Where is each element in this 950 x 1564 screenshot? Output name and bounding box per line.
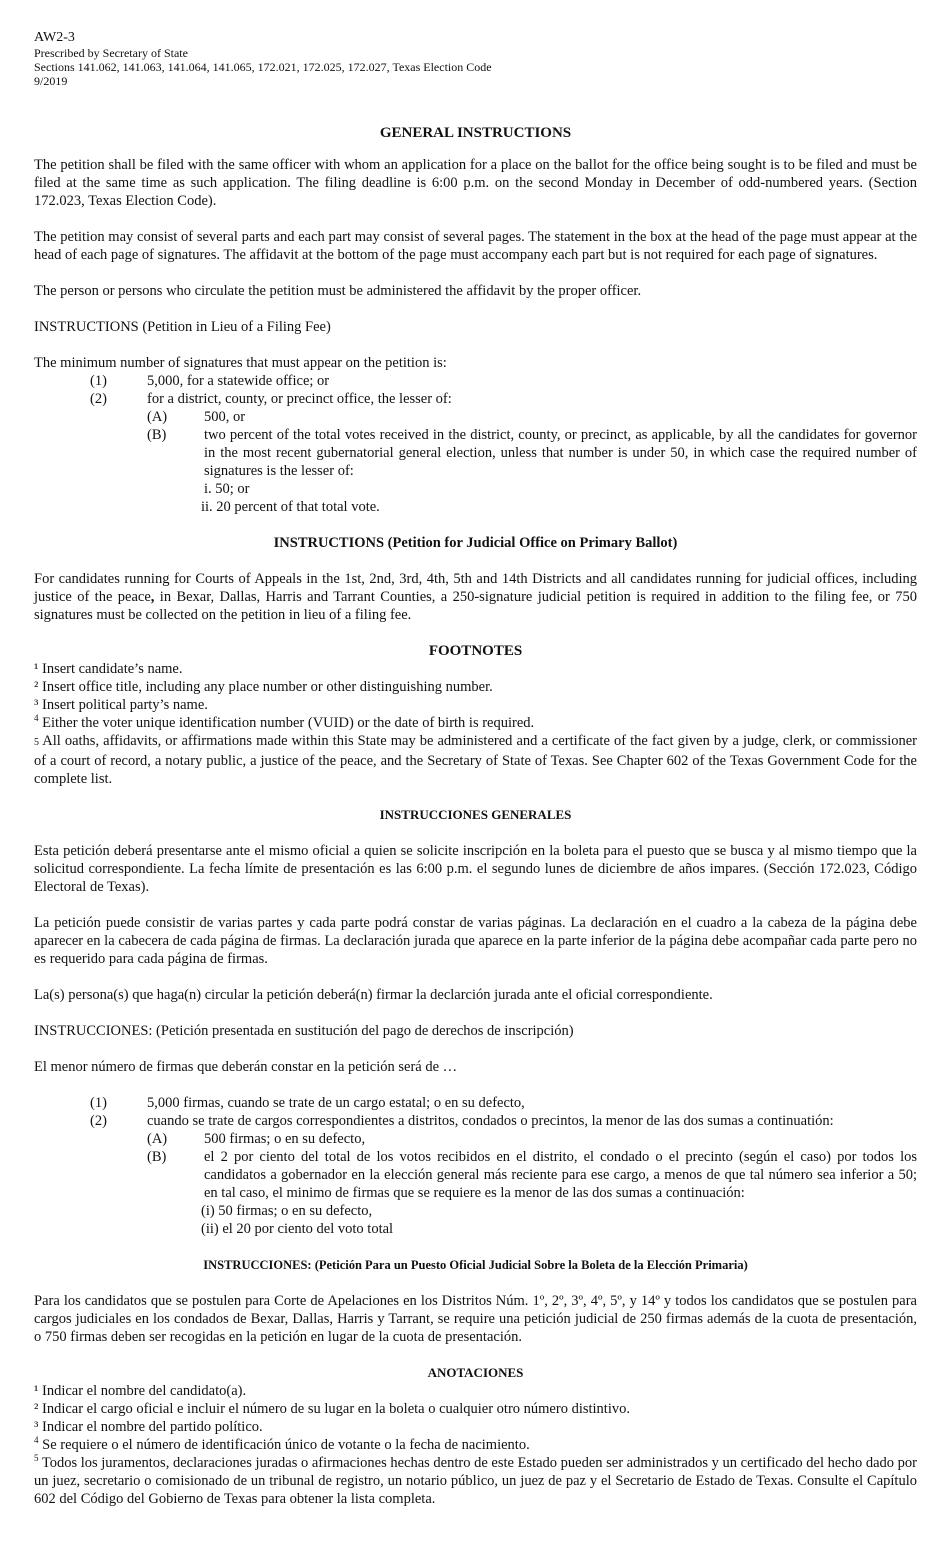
list-subitem: (i) 50 firmas; o en su defecto, xyxy=(201,1203,373,1219)
footnote: ¹ Indicar el nombre del candidato(a). xyxy=(34,1383,247,1399)
list-label: (2) xyxy=(90,391,107,407)
spanish-circulator-paragraph: La(s) persona(s) que haga(n) circular la petición deberá(n) firmar la declarción jurada ante el oficial correspondiente. xyxy=(34,987,713,1003)
footnote: ² Insert office title, including any place number or other distinguishing number. xyxy=(34,679,493,695)
document-page xyxy=(34,30,917,1508)
list-text: 500, or xyxy=(204,409,246,425)
list-text: 500 firmas; o en su defecto, xyxy=(204,1131,366,1147)
footnotes-title: FOOTNOTES xyxy=(428,643,523,659)
spanish-filing-paragraph: Esta petición deberá presentarse ante el mismo oficial a quien se solicite inscripción en la boleta para el puesto que se busca y al mismo tiempo que la solicitud correspondiente. La fecha límite de presentación es las 6:00 p.m. el segundo lunes de diciembre de años impares. (Sección 172.023, Código Electoral de Texas). xyxy=(34,843,917,895)
footnote: ¹ Insert candidate’s name. xyxy=(34,661,183,677)
footnote: ³ Indicar el nombre del partido político. xyxy=(34,1419,263,1435)
list-item xyxy=(34,426,917,480)
filing-paragraph: The petition shall be filed with the same officer with whom an application for a place on the ballot for the office being sought is to be filed and must be filed at the same time as such application. The filing deadline is 6:00 p.m. on the second Monday in December of odd-numbered years. (Section 172.023, Texas Election Code). xyxy=(34,157,917,209)
list-item xyxy=(34,1130,917,1148)
spanish-footnotes-title: ANOTACIONES xyxy=(427,1365,524,1380)
form-header xyxy=(34,30,917,88)
footnote: $^4$ Either the voter unique identification number (VUID) or the date of birth is required. xyxy=(34,713,535,731)
list-label: (1) xyxy=(90,373,107,389)
list-label: (B) xyxy=(147,1149,167,1165)
list-text: el 2 por ciento del total de los votos recibidos en el distrito, el condado o el precinto (según el caso) por todos los candidatos a gobernador en la elección general más reciente para ese cargo, a menos de que tal número sea inferior a 50; en tal caso, el minimo de firmas que se requiere es la menor de las dos sumas a continuación: xyxy=(204,1149,917,1201)
footnote: ² Indicar el cargo oficial e incluir el número de su lugar en la boleta o cualquier otro número distintivo. xyxy=(34,1401,630,1417)
list-subitem: (ii) el 20 por ciento del voto total xyxy=(201,1221,394,1237)
form-date: 9/2019 xyxy=(34,74,68,88)
spanish-judicial-instructions-title: INSTRUCCIONES: (Petición Para un Puesto Oficial Judicial Sobre la Boleta de la Elección Primaria) xyxy=(203,1258,748,1272)
footnote: ³ Insert political party’s name. xyxy=(34,697,208,713)
footnote: $^4$ Se requiere o el número de identificación único de votante o la fecha de nacimiento. xyxy=(34,1435,530,1453)
list-subitem: i. 50; or xyxy=(204,481,250,497)
spanish-min-signatures-intro: El menor número de firmas que deberán constar en la petición será de … xyxy=(34,1059,458,1075)
list-subitem: ii. 20 percent of that total vote. xyxy=(201,499,380,515)
list-text: 5,000, for a statewide office; or xyxy=(147,373,330,389)
list-item xyxy=(34,390,917,408)
list-text: 5,000 firmas, cuando se trate de un cargo estatal; o en su defecto, xyxy=(147,1095,525,1111)
parts-paragraph: The petition may consist of several parts and each part may consist of several pages. The statement in the box at the head of the page must appear at the head of each page of signatures. The affidavit at the bottom of the page must accompany each part but is not required for each page of signatures. xyxy=(34,229,917,263)
list-label: (A) xyxy=(147,1131,168,1147)
list-item xyxy=(34,408,917,426)
list-text: cuando se trate de cargos correspondientes a distritos, condados o precintos, la menor de las dos sumas a continuatión: xyxy=(147,1113,834,1129)
list-label: (2) xyxy=(90,1113,107,1129)
min-signatures-intro: The minimum number of signatures that must appear on the petition is: xyxy=(34,355,447,371)
list-text: two percent of the total votes received in the district, county, or precinct, as applicable, by all the candidates for governor in the most recent gubernatorial general election, unless that number is under 50, in which case the required number of signatures is the lesser of: xyxy=(204,427,917,479)
form-id: AW2-3 xyxy=(34,30,75,45)
spanish-judicial-paragraph: Para los candidatos que se postulen para Corte de Apelaciones en los Distritos Núm. 1º, 2º, 3º, 4º, 5º, y 14º y todos los candidatos que se postulen para cargos judiciales en los condados de Bexar, Dallas, Harris y Tarrant, se require una petición judicial de 250 firmas además de la cuota de presentación, o 750 firmas deben ser recogidas en la petición en lugar de la cuota de presentación. xyxy=(34,1293,917,1345)
circulator-paragraph: The person or persons who circulate the petition must be administered the affidavit by the proper officer. xyxy=(34,283,642,299)
list-item xyxy=(34,1094,917,1112)
list-label: (1) xyxy=(90,1095,107,1111)
list-label: (B) xyxy=(147,427,167,443)
fee-instructions-heading: INSTRUCTIONS (Petition in Lieu of a Filing Fee) xyxy=(34,319,331,335)
list-text: for a district, county, or precinct office, the lesser of: xyxy=(147,391,452,407)
list-item xyxy=(34,1148,917,1202)
statute-sections: Sections 141.062, 141.063, 141.064, 141.065, 172.021, 172.025, 172.027, Texas Election Code xyxy=(34,60,492,74)
footnote: 5 All oaths, affidavits, or affirmations made within this State may be administered and a certificate of the fact given by a judge, clerk, or commissioner of a court of record, a notary public, a justice of the peace, and the Secretary of State of Texas. See Chapter 602 of the Texas Government Code for the complete list. xyxy=(34,733,917,787)
general-instructions-title: GENERAL INSTRUCTIONS xyxy=(379,125,572,141)
footnote: $^5$ Todos los juramentos, declaraciones juradas o afirmaciones hechas dentro de este Estado pueden ser administrados y un certificado del hecho dado por un juez, secretario o comisionado de un tribunal de registro, un notario público, un juez de paz y el Secretario de Estado de Texas. Consulte el Capítulo 602 del Código del Gobierno de Texas para obtener la lista completa. xyxy=(34,1453,917,1507)
list-label: (A) xyxy=(147,409,168,425)
spanish-fee-instructions-heading: INSTRUCCIONES: (Petición presentada en sustitución del pago de derechos de inscripción) xyxy=(34,1023,574,1039)
judicial-paragraph: For candidates running for Courts of Appeals in the 1st, 2nd, 3rd, 4th, 5th and 14th Districts and all candidates running for judicial offices, including justice of the peace, in Bexar, Dallas, Harris and Tarrant Counties, a 250-signature judicial petition is required in addition to the filing fee, or 750 signatures must be collected on the petition in lieu of a filing fee. xyxy=(34,571,917,623)
judicial-instructions-title: INSTRUCTIONS (Petition for Judicial Office on Primary Ballot) xyxy=(273,535,678,551)
spanish-general-instructions-title: INSTRUCCIONES GENERALES xyxy=(379,807,572,822)
list-item xyxy=(34,372,917,390)
spanish-parts-paragraph: La petición puede consistir de varias partes y cada parte podrá constar de varias páginas. La declaración en el cuadro a la cabeza de la página debe aparecer en la cabecera de cada página de firmas. La declaración jurada que aparece en la parte inferior de la página debe acompañar cada parte pero no es requerido para cada página de firmas. xyxy=(34,915,917,967)
prescribed-by: Prescribed by Secretary of State xyxy=(34,46,188,60)
list-item xyxy=(34,1112,917,1130)
